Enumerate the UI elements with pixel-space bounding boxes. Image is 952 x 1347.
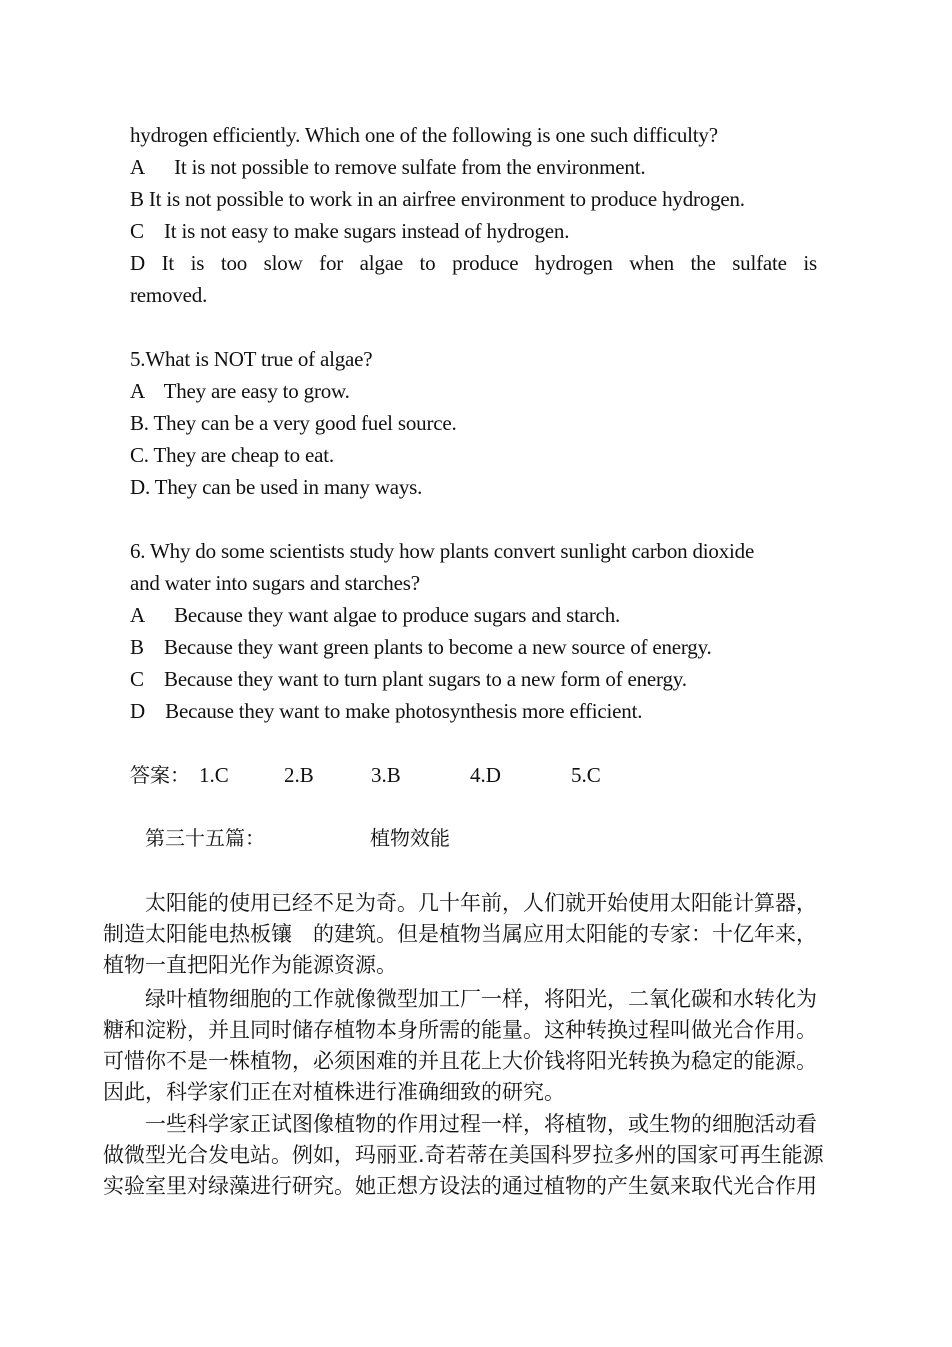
- section-title: 植物效能: [370, 826, 450, 850]
- chinese-line-8: 一些科学家正试图像植物的作用过程一样，将植物，或生物的细胞活动看: [103, 1112, 817, 1136]
- answer-4: 4.D: [470, 763, 501, 787]
- q4-stem-end: hydrogen efficiently. Which one of the following is one such difficulty?: [130, 123, 718, 147]
- q4-option-c: C It is not easy to make sugars instead of hydrogen.: [130, 219, 570, 243]
- chinese-line-1: 太阳能的使用已经不足为奇。几十年前，人们就开始使用太阳能计算器，: [103, 891, 817, 915]
- q6-option-c: C Because they want to turn plant sugars to a new form of energy.: [130, 667, 687, 691]
- q5-option-b: B. They can be a very good fuel source.: [130, 411, 457, 435]
- chinese-line-4: 绿叶植物细胞的工作就像微型加工厂一样，将阳光，二氧化碳和水转化为: [103, 987, 817, 1011]
- chinese-line-9: 做微型光合发电站。例如，玛丽亚.奇若蒂在美国科罗拉多州的国家可再生能源: [103, 1143, 824, 1167]
- chinese-line-2: 制造太阳能电热板镶 的建筑。但是植物当属应用太阳能的专家：十亿年来，: [103, 922, 817, 946]
- q4-option-d-line2: removed.: [130, 283, 208, 307]
- chinese-line-6: 可惜你不是一株植物，必须困难的并且花上大价钱将阳光转换为稳定的能源。: [103, 1049, 817, 1073]
- chinese-line-5: 糖和淀粉，并且同时储存植物本身所需的能量。这种转换过程叫做光合作用。: [103, 1018, 817, 1042]
- chinese-line-3: 植物一直把阳光作为能源资源。: [103, 953, 397, 977]
- q5-option-d: D. They can be used in many ways.: [130, 475, 423, 499]
- chinese-line-7: 因此，科学家们正在对植株进行准确细致的研究。: [103, 1080, 565, 1104]
- answer-5: 5.C: [571, 763, 601, 787]
- answer-key: [0, 759, 952, 791]
- q5-stem: 5.What is NOT true of algae?: [130, 347, 373, 371]
- q6-stem-line2: and water into sugars and starches?: [130, 571, 420, 595]
- q6-option-d: D Because they want to make photosynthesis more efficient.: [130, 699, 643, 723]
- answer-2: 2.B: [284, 763, 314, 787]
- q6-option-b: B Because they want green plants to become a new source of energy.: [130, 635, 712, 659]
- q6-option-a: A Because they want algae to produce sugars and starch.: [130, 603, 621, 627]
- answer-label: 答案：: [130, 763, 190, 787]
- q4-option-a: A It is not possible to remove sulfate from the environment.: [130, 155, 646, 179]
- q5-option-c: C. They are cheap to eat.: [130, 443, 334, 467]
- q4-option-b: B It is not possible to work in an airfree environment to produce hydrogen.: [130, 187, 745, 211]
- section-number: 第三十五篇：: [145, 826, 265, 850]
- answer-3: 3.B: [371, 763, 401, 787]
- answer-1: 1.C: [199, 763, 229, 787]
- q4-option-d-line1: D It is too slow for algae to produce hydrogen when the sulfate is: [130, 251, 817, 275]
- q5-option-a: A They are easy to grow.: [130, 379, 350, 403]
- q6-stem-line1: 6. Why do some scientists study how plants convert sunlight carbon dioxide: [130, 539, 755, 563]
- section-heading: [0, 822, 952, 854]
- chinese-line-10: 实验室里对绿藻进行研究。她正想方设法的通过植物的产生氨来取代光合作用: [103, 1174, 817, 1198]
